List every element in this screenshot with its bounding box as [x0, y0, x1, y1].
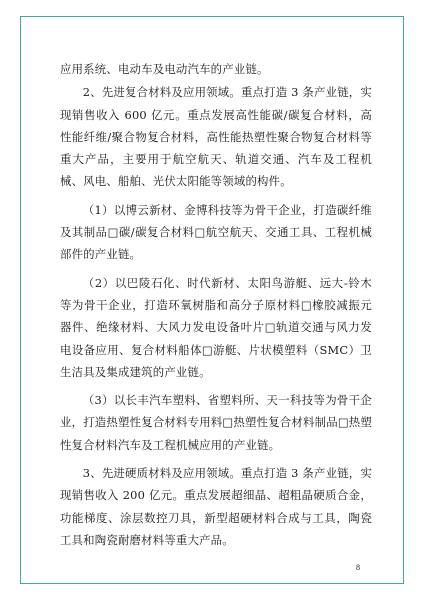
document-body: [60, 58, 372, 552]
paragraph-composites-item-3: （3）以长丰汽车塑料、省塑料所、天一科技等为骨干企业，打造热塑性复合材料专用料□热塑性复合材料制品□热塑性复合材料汽车及工程机械应用的产业链。: [60, 393, 372, 452]
page-number: 8: [356, 563, 360, 572]
paragraph-continuation: 应用系统、电动车及电动汽车的产业链。: [60, 62, 269, 76]
paragraph-composites-item-1: （1）以博云新材、金博科技等为骨干企业，打造碳纤维及其制品□碳/碳复合材料□航空航天、交通工具、工程机械部件的产业链。: [60, 202, 372, 262]
paragraph-advanced-composites: 2、先进复合材料及应用领域。重点打造 3 条产业链，实现销售收入 600 亿元。重点发展高性能碳/碳复合材料，高性能纤维/聚合物复合材料，高性能热塑性聚合物复合材料等重大产品，主要用于航空航天、轨道交通、汽车及工程机械、风电、船舶、光伏太阳能等领域的构件。: [60, 85, 372, 189]
paragraph-hard-materials: 3、先进硬质材料及应用领域。重点打造 3 条产业链，实现销售收入 200 亿元。重点发展超细晶、超粗晶硬质合金，功能梯度、涂层数控刀具，新型超硬材料合成与工具，陶瓷工具和陶瓷耐磨材料等重大产品。: [60, 466, 372, 547]
paragraph-composites-item-2: （2）以巴陵石化、时代新材、太阳鸟游艇、远大-铃木等为骨干企业，打造环氧树脂和高分子原材料□橡胶减振元器件、绝缘材料、大风力发电设备叶片□轨道交通与风力发电设备应用、复合材料船体□游艇、片状模塑料（SMC）卫生洁具及集成建筑的产业链。: [60, 275, 372, 379]
